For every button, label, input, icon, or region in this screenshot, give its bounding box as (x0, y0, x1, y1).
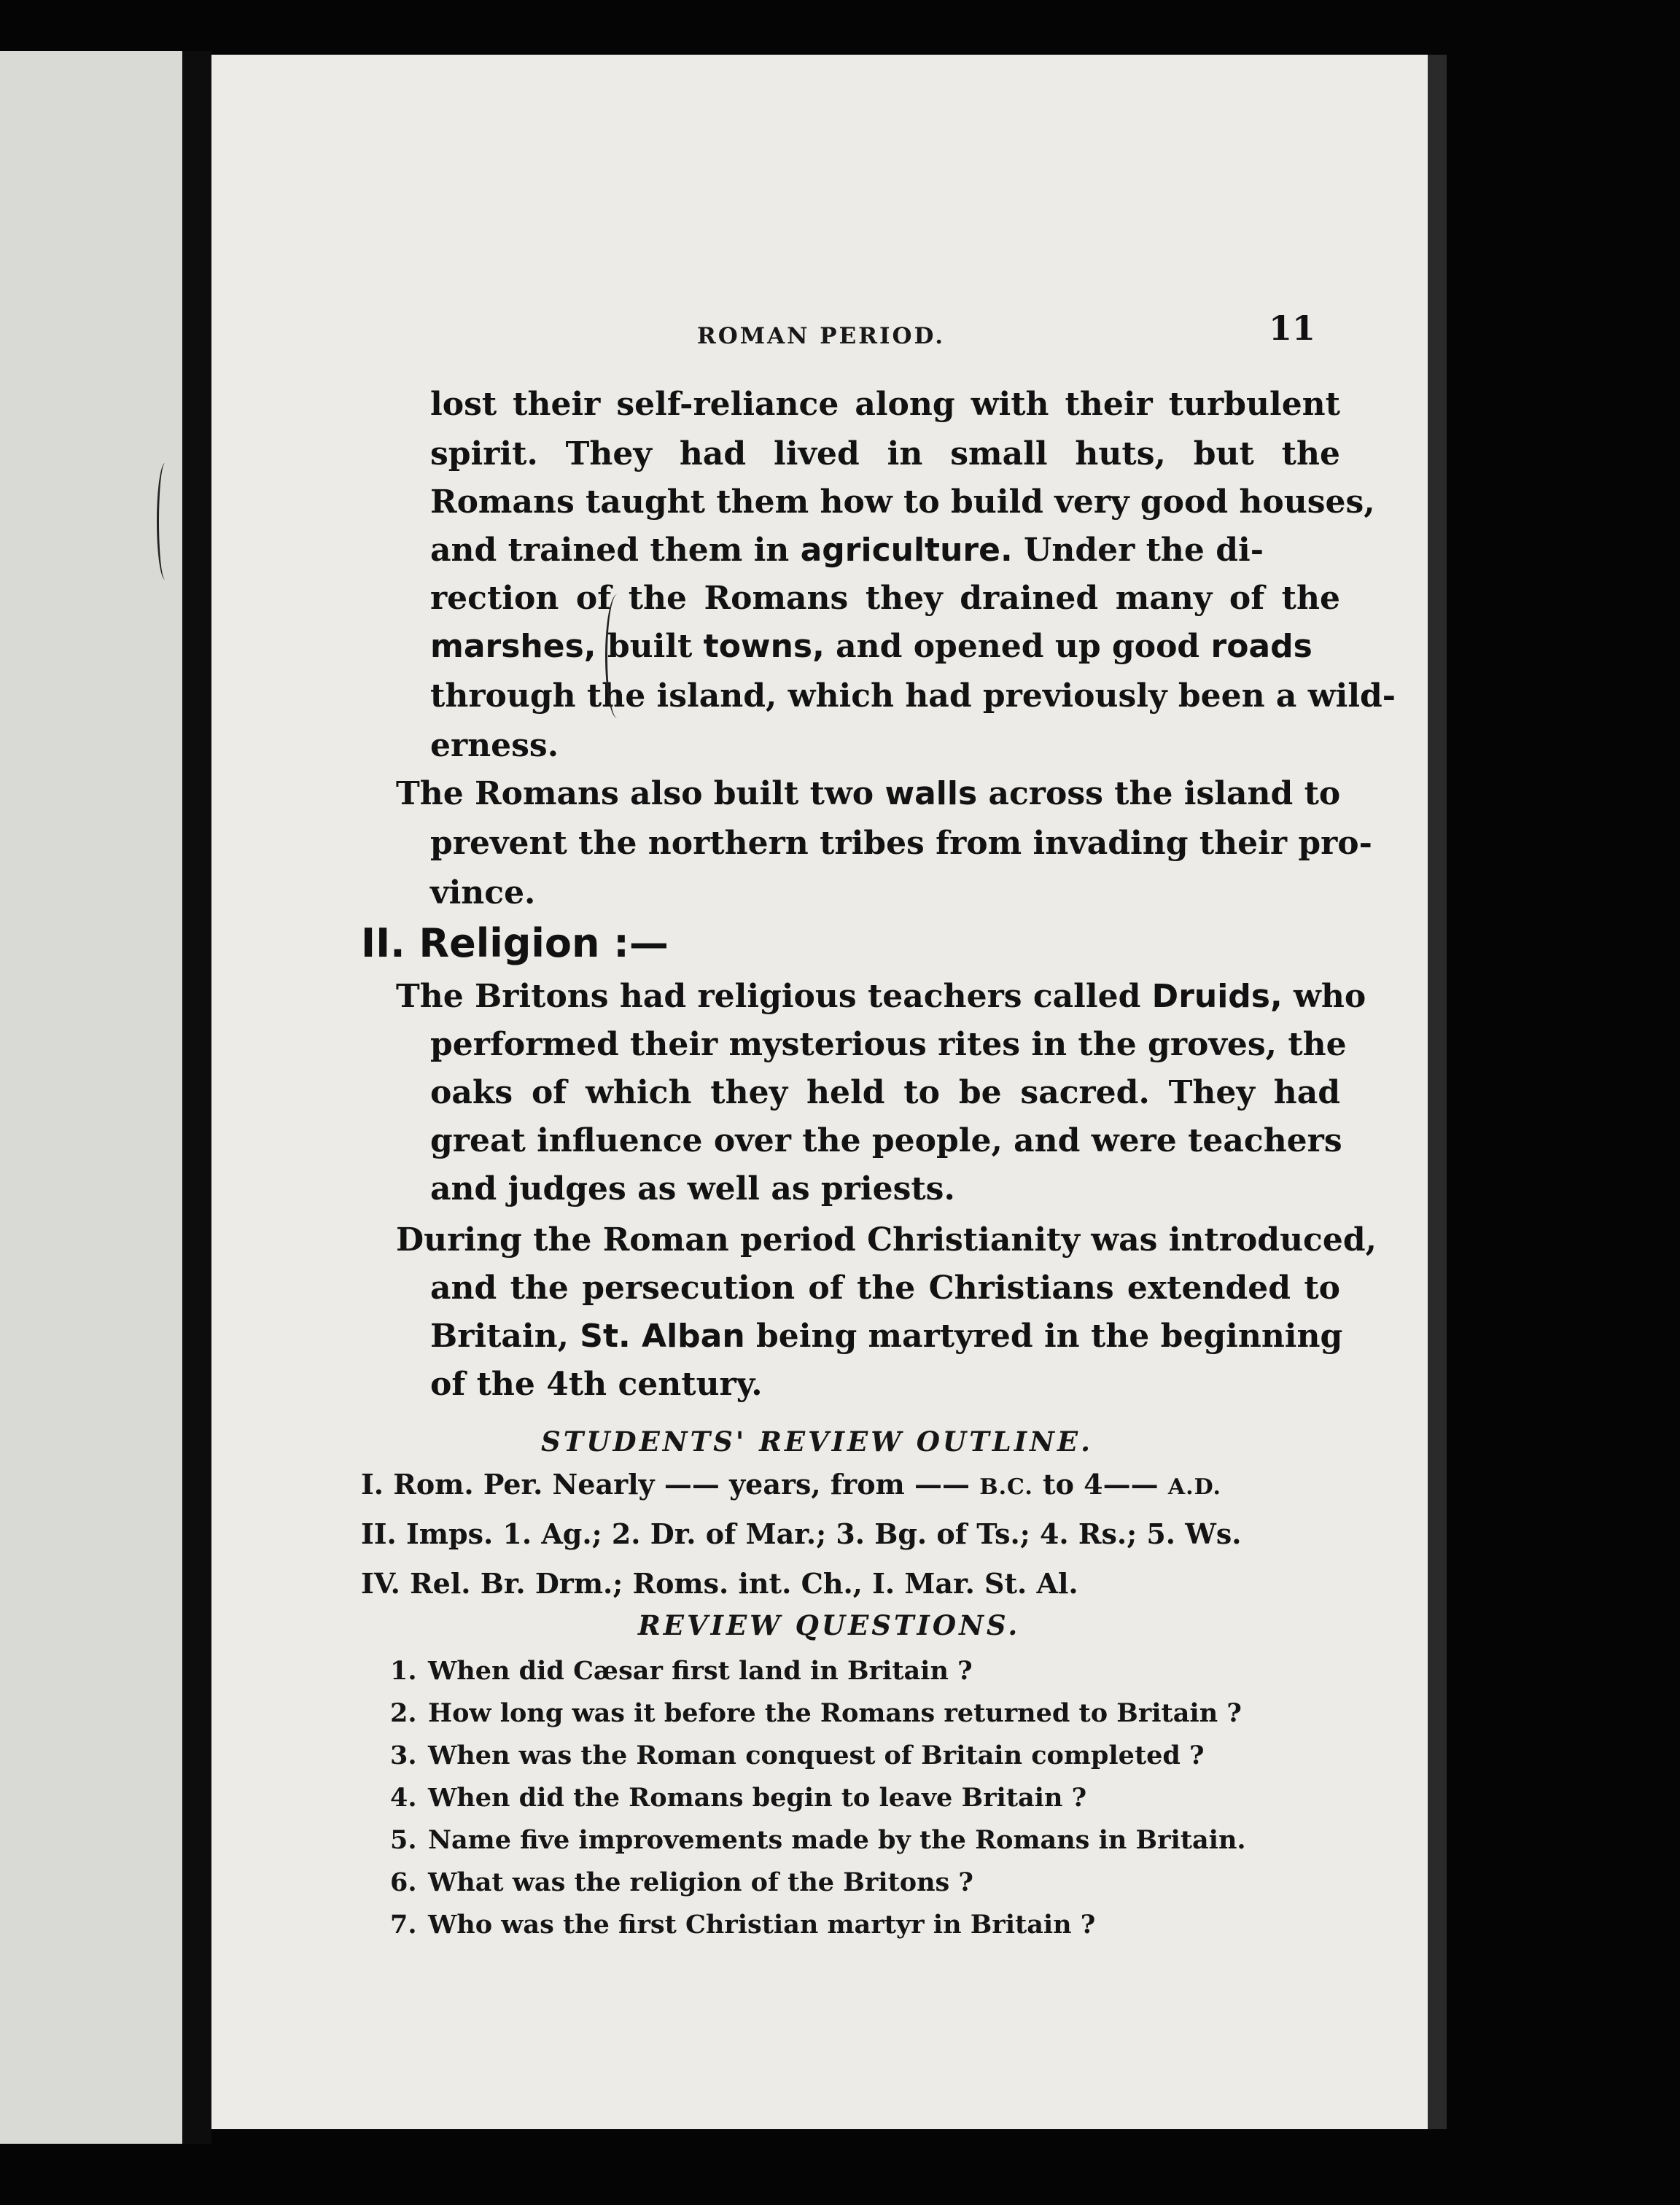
keyword-st-alban: St. Alban (580, 1318, 745, 1355)
text-line: During the Roman period Christianity was introduced, (396, 1221, 1377, 1259)
keyword-walls: walls (884, 775, 978, 812)
keyword-agriculture: agriculture. (800, 532, 1013, 569)
keyword-druids: Druids, (1151, 978, 1283, 1015)
text-line: and the persecution of the Christians extended to (430, 1269, 1340, 1307)
text-line: through the island, which had previously been a wild- (430, 677, 1396, 715)
questions-title: REVIEW QUESTIONS. (638, 1609, 1021, 1641)
page-edge (1428, 55, 1447, 2129)
keyword-marshes: marshes, (430, 628, 596, 665)
text-line: rection of the Romans they drained many of the (430, 580, 1340, 617)
question-item: 4. When did the Romans begin to leave Britain ? (390, 1783, 1087, 1813)
book-gutter (182, 51, 211, 2144)
text-line: oaks of which they held to be sacred. They had (430, 1074, 1340, 1111)
text-line: great influence over the people, and were teachers (430, 1122, 1342, 1159)
facing-page-edge (0, 51, 182, 2144)
text-line: performed their mysterious rites in the groves, the (430, 1026, 1347, 1063)
book-page (211, 55, 1428, 2129)
outline-row: IV. Rel. Br. Drm.; Roms. int. Ch., I. Mar. St. Al. (361, 1567, 1078, 1600)
outline-row: I. Rom. Per. Nearly —— years, from —— B.C. to 4—— A.D. (361, 1468, 1221, 1501)
text-line: and trained them in agriculture. Under the di- (430, 532, 1264, 569)
pencil-mark (157, 463, 174, 580)
page-number: 11 (1269, 308, 1316, 348)
page-header (211, 272, 1428, 352)
text-line: Romans taught them how to build very good houses, (430, 483, 1375, 521)
pencil-mark (605, 594, 629, 718)
question-item: 7. Who was the first Christian martyr in Britain ? (390, 1910, 1096, 1940)
question-item: 5. Name five improvements made by the Romans in Britain. (390, 1825, 1246, 1855)
text-line: of the 4th century. (430, 1366, 763, 1403)
section-heading: II. Religion :— (361, 920, 669, 966)
question-item: 6. What was the religion of the Britons ? (390, 1867, 973, 1897)
keyword-towns: towns, (703, 628, 825, 665)
text-line: spirit. They had lived in small huts, but the (430, 435, 1340, 472)
text-line: lost their self-reliance along with their turbulent (430, 386, 1340, 423)
question-item: 3. When was the Roman conquest of Britain completed ? (390, 1741, 1205, 1770)
text-line: erness. (430, 727, 559, 764)
outline-row: II. Imps. 1. Ag.; 2. Dr. of Mar.; 3. Bg. of Ts.; 4. Rs.; 5. Ws. (361, 1517, 1242, 1550)
running-head: ROMAN PERIOD. (697, 323, 946, 349)
keyword-roads: roads (1210, 628, 1312, 665)
question-item: 1. When did Cæsar first land in Britain ? (390, 1656, 973, 1686)
text-line: Britain, St. Alban being martyred in the beginning (430, 1318, 1343, 1355)
text-line: and judges as well as priests. (430, 1170, 955, 1208)
text-line: prevent the northern tribes from invading their pro- (430, 825, 1372, 862)
text-line: The Britons had religious teachers called Druids, who (396, 978, 1366, 1015)
text-line: marshes, built towns, and opened up good roads (430, 628, 1312, 665)
text-line: vince. (430, 874, 536, 911)
question-item: 2. How long was it before the Romans returned to Britain ? (390, 1698, 1242, 1728)
text-line: The Romans also built two walls across the island to (396, 775, 1341, 812)
outline-title: STUDENTS' REVIEW OUTLINE. (541, 1426, 1093, 1458)
